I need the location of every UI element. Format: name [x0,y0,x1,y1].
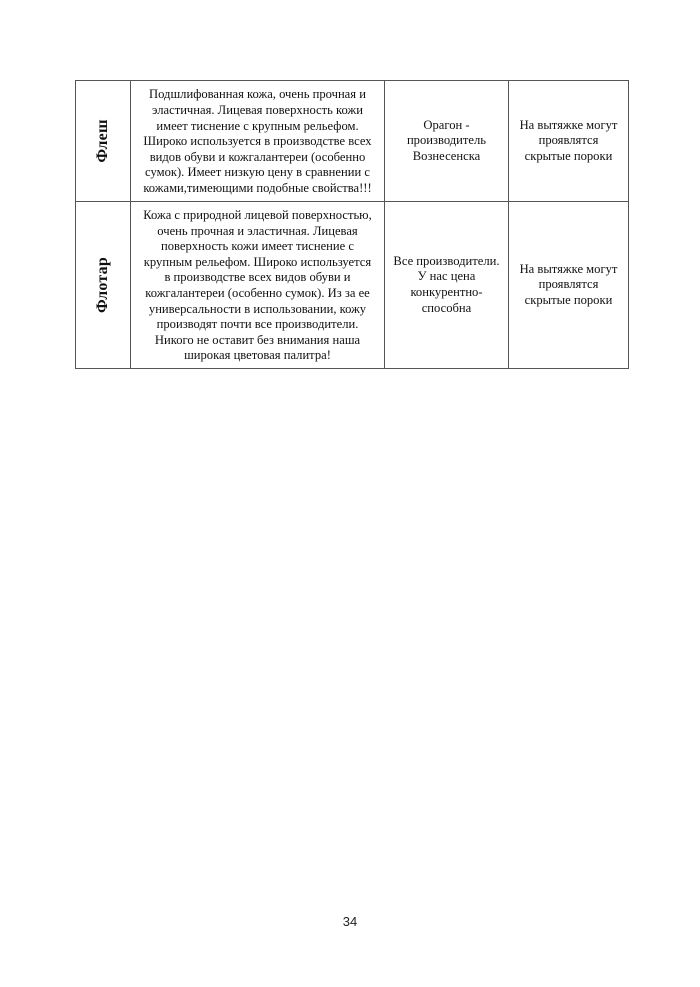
leather-name: Флотар [94,257,112,313]
manufacturer-cell [385,202,509,369]
note-cell [509,81,629,202]
leather-name: Флеш [94,119,112,163]
leather-note: На вытяжке могут проявлятся скрытые пороки [519,117,618,163]
leather-types-table [75,80,629,369]
leather-note: На вытяжке могут проявлятся скрытые пороки [519,261,618,307]
leather-description: Кожа с природной лицевой поверхностью, очень прочная и эластичная. Лицевая поверхность кожи имеет тиснение с крупным рельефом. Широко используется в производстве всех видов обуви и кожгалантереи (особенно сумок). Из за ее универсальности в использовании, кожу производят почти все производители. Никого не оставит без внимания наша широкая цветовая палитра! [143,208,372,363]
description-cell [131,202,385,369]
page-number: 34 [342,914,358,929]
leather-name-cell [76,81,131,202]
table-row [76,81,629,202]
leather-manufacturer: Все производители. У нас цена конкурентно-способна [393,253,500,315]
manufacturer-cell [385,81,509,202]
leather-manufacturer: Орагон - производитель Вознесенска [406,117,487,163]
leather-name-cell [76,202,131,369]
note-cell [509,202,629,369]
table-row [76,202,629,369]
description-cell [131,81,385,202]
leather-description: Подшлифованная кожа, очень прочная и эластичная. Лицевая поверхность кожи имеет тиснение с крупным рельефом. Широко используется в производстве всех видов обуви и кожгалантереи (особенно сумок). Имеет низкую цену в сравнении с кожами,тимеющими подобные свойства!!! [143,87,372,195]
